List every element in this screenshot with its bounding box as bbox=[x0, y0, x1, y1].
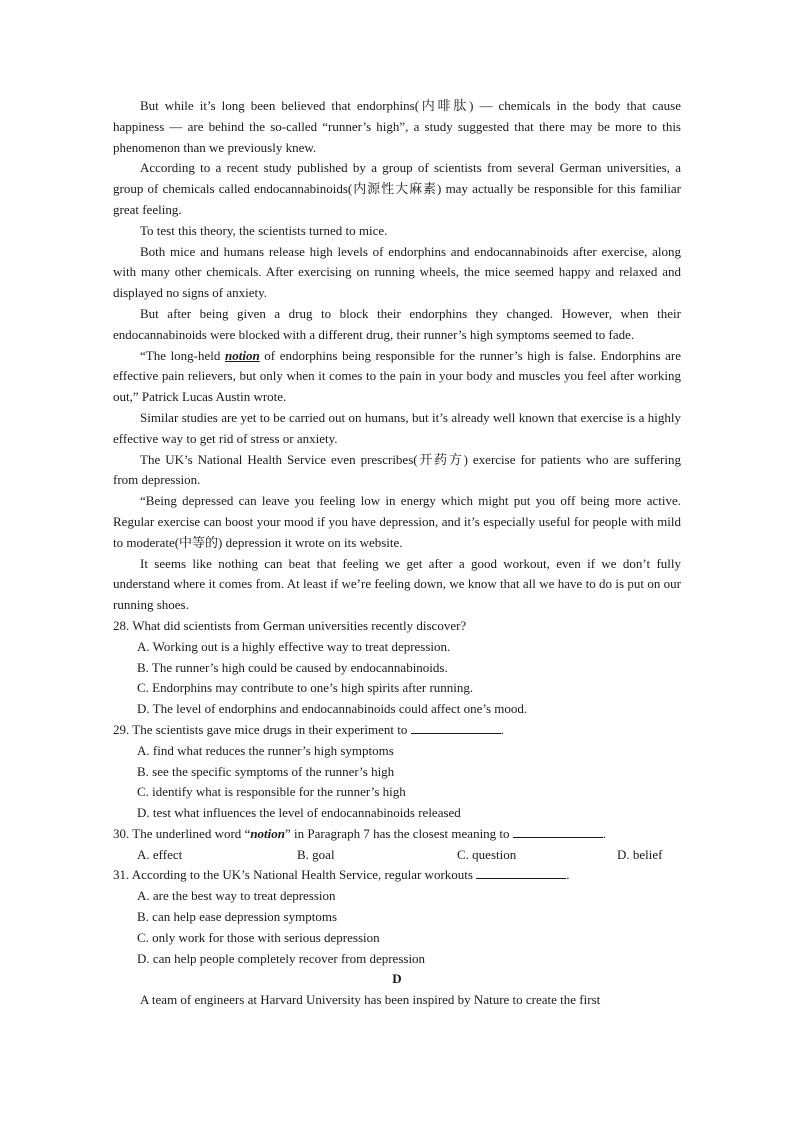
passage-paragraph-9: “Being depressed can leave you feeling low in energy which might put you off being more active. Regular exercise can boost your mood if you have depression, and it’s especially useful for people with mild to moderate(中等的) depression it wrote on its website. bbox=[113, 493, 681, 550]
question-30-stem-text: 30. The underlined word “ bbox=[113, 825, 251, 841]
passage-paragraph-2: According to a recent study published by a group of scientists from several German universities, a group of chemicals called endocannabinoids(内源性大麻素) may actually be responsible for this familiar great feeling. bbox=[113, 160, 681, 217]
question-28-option-a[interactable]: A. Working out is a highly effective way to treat depression. bbox=[137, 638, 451, 654]
question-28-option-d[interactable]: D. The level of endorphins and endocannabinoids could affect one’s mood. bbox=[137, 701, 528, 717]
question-30-options bbox=[113, 845, 681, 866]
passage-paragraph-5: But after being given a drug to block their endorphins they changed. However, when their endocannabinoids were blocked with a different drug, their runner’s high symptoms seemed to fade. bbox=[113, 305, 681, 342]
answer-blank[interactable] bbox=[476, 866, 566, 879]
question-31-option-c[interactable]: C. only work for those with serious depression bbox=[137, 929, 380, 945]
question-30-option-b[interactable]: B. goal bbox=[297, 846, 335, 862]
question-31-stem-end: . bbox=[566, 867, 570, 883]
question-31-option-b[interactable]: B. can help ease depression symptoms bbox=[137, 909, 338, 925]
question-28-stem: 28. What did scientists from German universities recently discover? bbox=[113, 617, 467, 633]
question-31-stem-text: 31. According to the UK’s National Health Service, regular workouts bbox=[113, 867, 477, 883]
question-28-option-c[interactable]: C. Endorphins may contribute to one’s high spirits after running. bbox=[137, 680, 474, 696]
question-28-option-b[interactable]: B. The runner’s high could be caused by endocannabinoids. bbox=[137, 659, 448, 675]
question-30-target-word: notion bbox=[250, 825, 285, 841]
question-29-stem bbox=[113, 720, 681, 741]
question-31 bbox=[113, 865, 681, 969]
paragraph-6-before: “The long-held bbox=[140, 347, 225, 363]
question-30-stem-middle: ” in Paragraph 7 has the closest meaning to bbox=[285, 825, 513, 841]
answer-blank[interactable] bbox=[513, 825, 603, 838]
exam-page bbox=[113, 96, 681, 1011]
question-29-stem-end: . bbox=[500, 721, 504, 737]
paragraph-6-after: of endorphins being responsible for the runner’s high is false. Endorphins are effective pain relievers, but only when it comes to the pain in your body and muscles you feel after working out,” Patrick Lucas Austin wrote. bbox=[113, 347, 681, 405]
question-28 bbox=[113, 616, 681, 720]
question-30-option-c[interactable]: C. question bbox=[457, 846, 517, 862]
question-30 bbox=[113, 824, 681, 866]
question-30-option-d[interactable]: D. belief bbox=[617, 846, 663, 862]
question-31-option-d[interactable]: D. can help people completely recover from depression bbox=[137, 950, 426, 966]
passage-paragraph-3: To test this theory, the scientists turned to mice. bbox=[140, 222, 388, 238]
underlined-word-notion: notion bbox=[225, 347, 260, 363]
answer-blank[interactable] bbox=[411, 721, 501, 734]
question-31-option-a[interactable]: A. are the best way to treat depression bbox=[137, 888, 336, 904]
section-d-first-line: A team of engineers at Harvard University has been inspired by Nature to create the first bbox=[140, 992, 601, 1008]
question-30-option-a[interactable]: A. effect bbox=[137, 846, 183, 862]
question-29-option-b[interactable]: B. see the specific symptoms of the runner’s high bbox=[137, 763, 395, 779]
passage-paragraph-10: It seems like nothing can beat that feeling we get after a good workout, even if we don’t fully understand where it comes from. At least if we’re feeling down, we know that all we have to do is put on our running shoes. bbox=[113, 555, 681, 613]
section-heading-d: D bbox=[392, 971, 402, 987]
question-29 bbox=[113, 720, 681, 824]
passage-paragraph-4: Both mice and humans release high levels of endorphins and endocannabinoids after exercise, along with many other chemicals. After exercising on running wheels, the mice seemed happy and relaxed and displayed no signs of anxiety. bbox=[113, 243, 681, 301]
passage-paragraph-8: The UK’s National Health Service even prescribes(开药方) exercise for patients who are suffering from depression. bbox=[113, 451, 681, 488]
question-30-stem bbox=[113, 824, 681, 845]
question-31-stem bbox=[113, 865, 681, 886]
question-29-option-a[interactable]: A. find what reduces the runner’s high symptoms bbox=[137, 742, 394, 758]
question-30-stem-end: . bbox=[602, 825, 607, 841]
passage-paragraph-6 bbox=[113, 346, 681, 408]
passage-paragraph-1: But while it’s long been believed that endorphins(内啡肽) — chemicals in the body that cause happiness — are behind the so-called “runner’s high”, a study suggested that there may be more to this phenomenon than we previously knew. bbox=[113, 98, 681, 155]
passage-paragraph-7: Similar studies are yet to be carried out on humans, but it’s already well known that exercise is a highly effective way to get rid of stress or anxiety. bbox=[113, 409, 681, 446]
question-29-stem-text: 29. The scientists gave mice drugs in their experiment to bbox=[113, 721, 411, 737]
question-29-option-d[interactable]: D. test what influences the level of endocannabinoids released bbox=[137, 805, 461, 821]
question-29-option-c[interactable]: C. identify what is responsible for the runner’s high bbox=[137, 784, 406, 800]
